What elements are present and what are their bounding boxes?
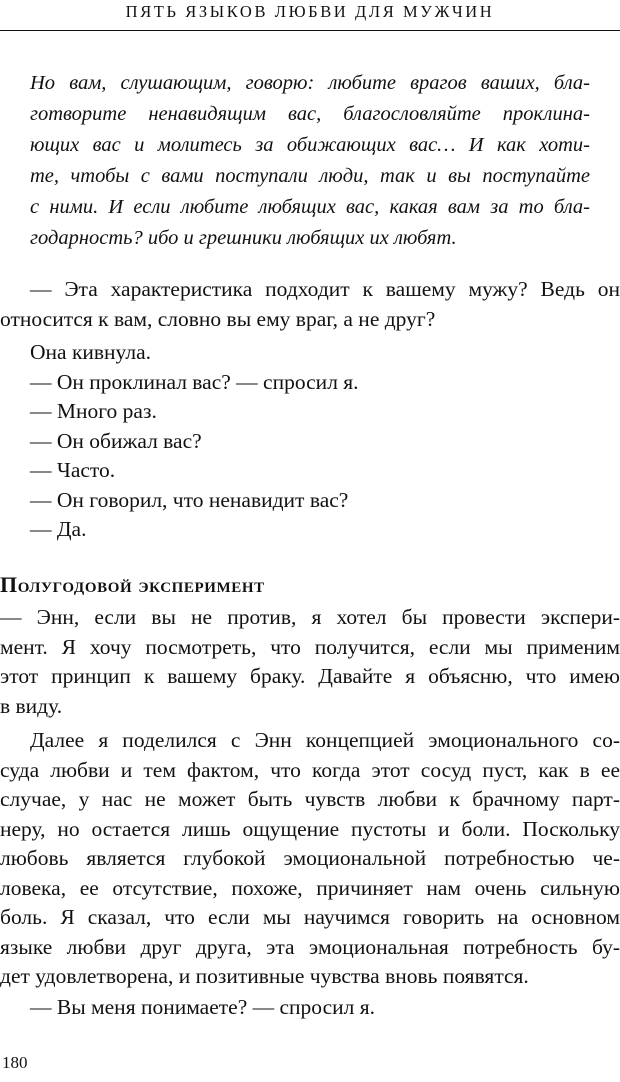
- quote-line: с ними. И если любите любящих вас, какая вам за то бла-: [30, 196, 590, 218]
- scripture-quote: [30, 68, 590, 254]
- quote-line: годарность? ибо и грешники любящих их любят.: [30, 227, 457, 249]
- text-line: суда любви и тем фактом, что когда этот сосуд пуст, как в ее: [0, 757, 620, 782]
- quote-line: Но вам, слушающим, говорю: любите врагов ваших, бла-: [30, 72, 590, 94]
- dialogue-lines: [0, 338, 620, 545]
- text-line: языке любви друг друга, эта эмоциональная потребность бу-: [0, 934, 620, 959]
- text-line: в виду.: [0, 693, 63, 718]
- text-line: этот принцип к вашему браку. Давайте я объясню, что имею: [0, 664, 620, 688]
- text-line: любовь является глубокой эмоциональной потребностью че-: [0, 846, 620, 870]
- text-line: мент. Я хочу посмотреть, что получится, если мы применим: [0, 634, 620, 659]
- dialogue-intro-paragraph: [0, 275, 620, 334]
- text-line: относится к вам, словно вы ему враг, а не друг?: [0, 306, 436, 331]
- running-head: ПЯТЬ ЯЗЫКОВ ЛЮБВИ ДЛЯ МУЖЧИН: [125, 2, 495, 21]
- text-line: боль. Я сказал, что если мы научимся говорить на основном: [0, 905, 620, 929]
- dialogue-line: — Он проклинал вас? — спросил я.: [30, 369, 359, 394]
- dialogue-line: — Он говорил, что ненавидит вас?: [30, 487, 349, 512]
- text-line: Далее я поделился с Энн концепцией эмоционального со-: [30, 728, 620, 752]
- text-line: случае, у нас не может быть чувств любви к брачному парт-: [0, 787, 620, 811]
- dialogue-line: — Он обижал вас?: [30, 428, 202, 453]
- text-line: — Энн, если вы не против, я хотел бы провести экспери-: [0, 605, 620, 629]
- text-line: — Эта характеристика подходит к вашему мужу? Ведь он: [30, 277, 620, 301]
- quote-line: те, чтобы с вами поступали люди, так и вы поступайте: [30, 165, 590, 187]
- quote-line: готворите ненавидящим вас, благословляйте проклина-: [30, 103, 590, 125]
- dialogue-line: — Да.: [30, 517, 87, 541]
- dialogue-line: — Часто.: [30, 458, 116, 482]
- quote-line: ющих вас и молитесь за обижающих вас… И как хоти-: [30, 134, 590, 156]
- page-number: 180: [2, 1053, 28, 1072]
- dialogue-line: — Вы меня понимаете? — спросил я.: [30, 995, 375, 1019]
- dialogue-line: Она кивнула.: [30, 340, 152, 364]
- text-line: ловека, ее отсутствие, похоже, причиняет нам очень сильную: [0, 875, 620, 900]
- dialogue-line: — Много раз.: [30, 399, 157, 423]
- paragraph-love-tank: [0, 726, 620, 992]
- closing-dialogue: [0, 993, 620, 1023]
- text-line: дет удовлетворена, и позитивные чувства вновь появятся.: [0, 964, 529, 988]
- header-rule: [0, 30, 620, 31]
- section-heading: Полугодовой эксперимент: [0, 572, 265, 597]
- paragraph-experiment-proposal: [0, 603, 620, 721]
- text-line: неру, но остается лишь ощущение пустоты и боли. Поскольку: [0, 816, 620, 841]
